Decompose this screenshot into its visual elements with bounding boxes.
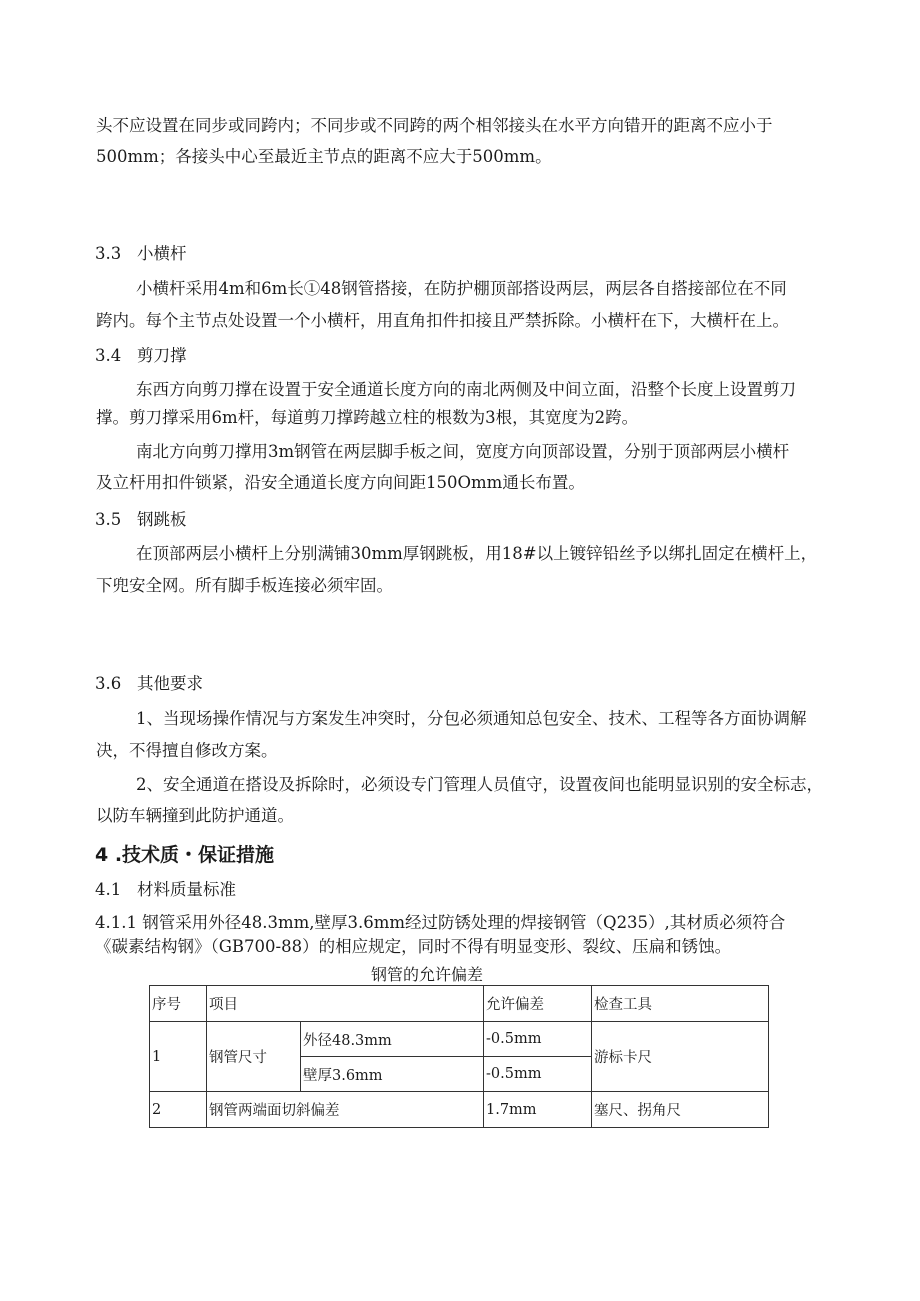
row-number-cell: 1 <box>150 1022 207 1092</box>
section-heading-3-4 <box>95 345 187 367</box>
paragraph-line: 南北方向剪刀撑用3m钢管在两层脚手板之间，宽度方向顶部设置，分别于顶部两层小横杆 <box>136 442 790 461</box>
section-title: 剪刀撑 <box>137 346 187 365</box>
header-cell: 检查工具 <box>592 986 769 1022</box>
paragraph-line: 1、当现场操作情况与方案发生冲突时，分包必须通知总包安全、技术、工程等各方面协调解 <box>136 709 807 728</box>
section-heading-3-6 <box>95 673 203 695</box>
chapter-heading-4: 4 .技术质・保证措施 <box>95 844 275 866</box>
tolerance-cell: 1.7mm <box>484 1092 592 1128</box>
section-number: 4.1 <box>95 880 122 899</box>
section-number: 3.3 <box>95 244 122 263</box>
section-number: 3.5 <box>95 510 122 529</box>
item-cell: 钢管尺寸 <box>207 1022 301 1092</box>
paragraph-line: 东西方向剪刀撑在设置于安全通道长度方向的南北两侧及中间立面，沿整个长度上设置剪刀 <box>136 380 796 399</box>
section-heading-3-5 <box>95 509 187 531</box>
row-number-cell: 2 <box>150 1092 207 1128</box>
paragraph-line: 跨内。每个主节点处设置一个小横杆，用直角扣件扣接且严禁拆除。小横杆在下，大横杆在上。 <box>96 311 789 330</box>
paragraph-line: 《碳素结构钢》（GB700-88）的相应规定，同时不得有明显变形、裂纹、压扁和锈蚀。 <box>95 937 732 956</box>
section-title: 其他要求 <box>137 674 203 693</box>
paragraph-line: 在顶部两层小横杆上分别满铺30mm厚钢跳板，用18#以上镀锌铅丝予以绑扎固定在横杆上， <box>136 544 818 563</box>
table-header-row <box>150 986 769 1022</box>
header-cell: 项目 <box>207 986 484 1022</box>
section-heading-4-1 <box>95 879 236 901</box>
paragraph-line: 2、安全通道在搭设及拆除时，必须设专门管理人员值守，设置夜间也能明显识别的安全标志， <box>136 775 823 794</box>
sub-item-cell: 外径48.3mm <box>301 1022 484 1057</box>
table-row <box>150 1092 769 1128</box>
paragraph-line: 500mm；各接头中心至最近主节点的距离不应大于500mm。 <box>96 147 552 166</box>
sub-item-cell: 壁厚3.6mm <box>301 1057 484 1092</box>
table-caption: 钢管的允许偏差 <box>371 965 484 984</box>
paragraph-line: 及立杆用扣件锁紧，沿安全通道长度方向间距150Omm通长布置。 <box>96 473 585 492</box>
paragraph-line: 小横杆采用4m和6m长①48钢管搭接，在防护棚顶部搭设两层，两层各自搭接部位在不同 <box>136 279 787 298</box>
header-cell: 允许偏差 <box>484 986 592 1022</box>
paragraph-line: 头不应设置在同步或同跨内；不同步或不同跨的两个相邻接头在水平方向错开的距离不应小于 <box>96 116 773 135</box>
paragraph-line: 下兜安全网。所有脚手板连接必须牢固。 <box>96 576 393 595</box>
tolerance-cell: -0.5mm <box>484 1057 592 1092</box>
section-title: 钢跳板 <box>137 510 187 529</box>
section-number: 3.4 <box>95 346 122 365</box>
section-number: 3.6 <box>95 674 122 693</box>
table-row <box>150 1022 769 1057</box>
section-heading-3-3 <box>95 243 187 265</box>
item-cell: 钢管两端面切斜偏差 <box>207 1092 484 1128</box>
tolerance-cell: -0.5mm <box>484 1022 592 1057</box>
paragraph-line: 以防车辆撞到此防护通道。 <box>96 806 294 825</box>
tool-cell: 游标卡尺 <box>592 1022 769 1092</box>
tolerance-table <box>149 985 769 1128</box>
paragraph-line: 4.1.1 钢管采用外径48.3mm,壁厚3.6mm经过防锈处理的焊接钢管（Q235）,其材质必须符合 <box>95 913 786 932</box>
paragraph-line: 撑。剪刀撑采用6m杆，每道剪刀撑跨越立柱的根数为3根，其宽度为2跨。 <box>96 408 639 427</box>
section-title: 小横杆 <box>137 244 187 263</box>
tool-cell: 塞尺、拐角尺 <box>592 1092 769 1128</box>
section-title: 材料质量标准 <box>137 880 236 899</box>
paragraph-line: 决，不得擅自修改方案。 <box>96 741 278 760</box>
header-cell: 序号 <box>150 986 207 1022</box>
